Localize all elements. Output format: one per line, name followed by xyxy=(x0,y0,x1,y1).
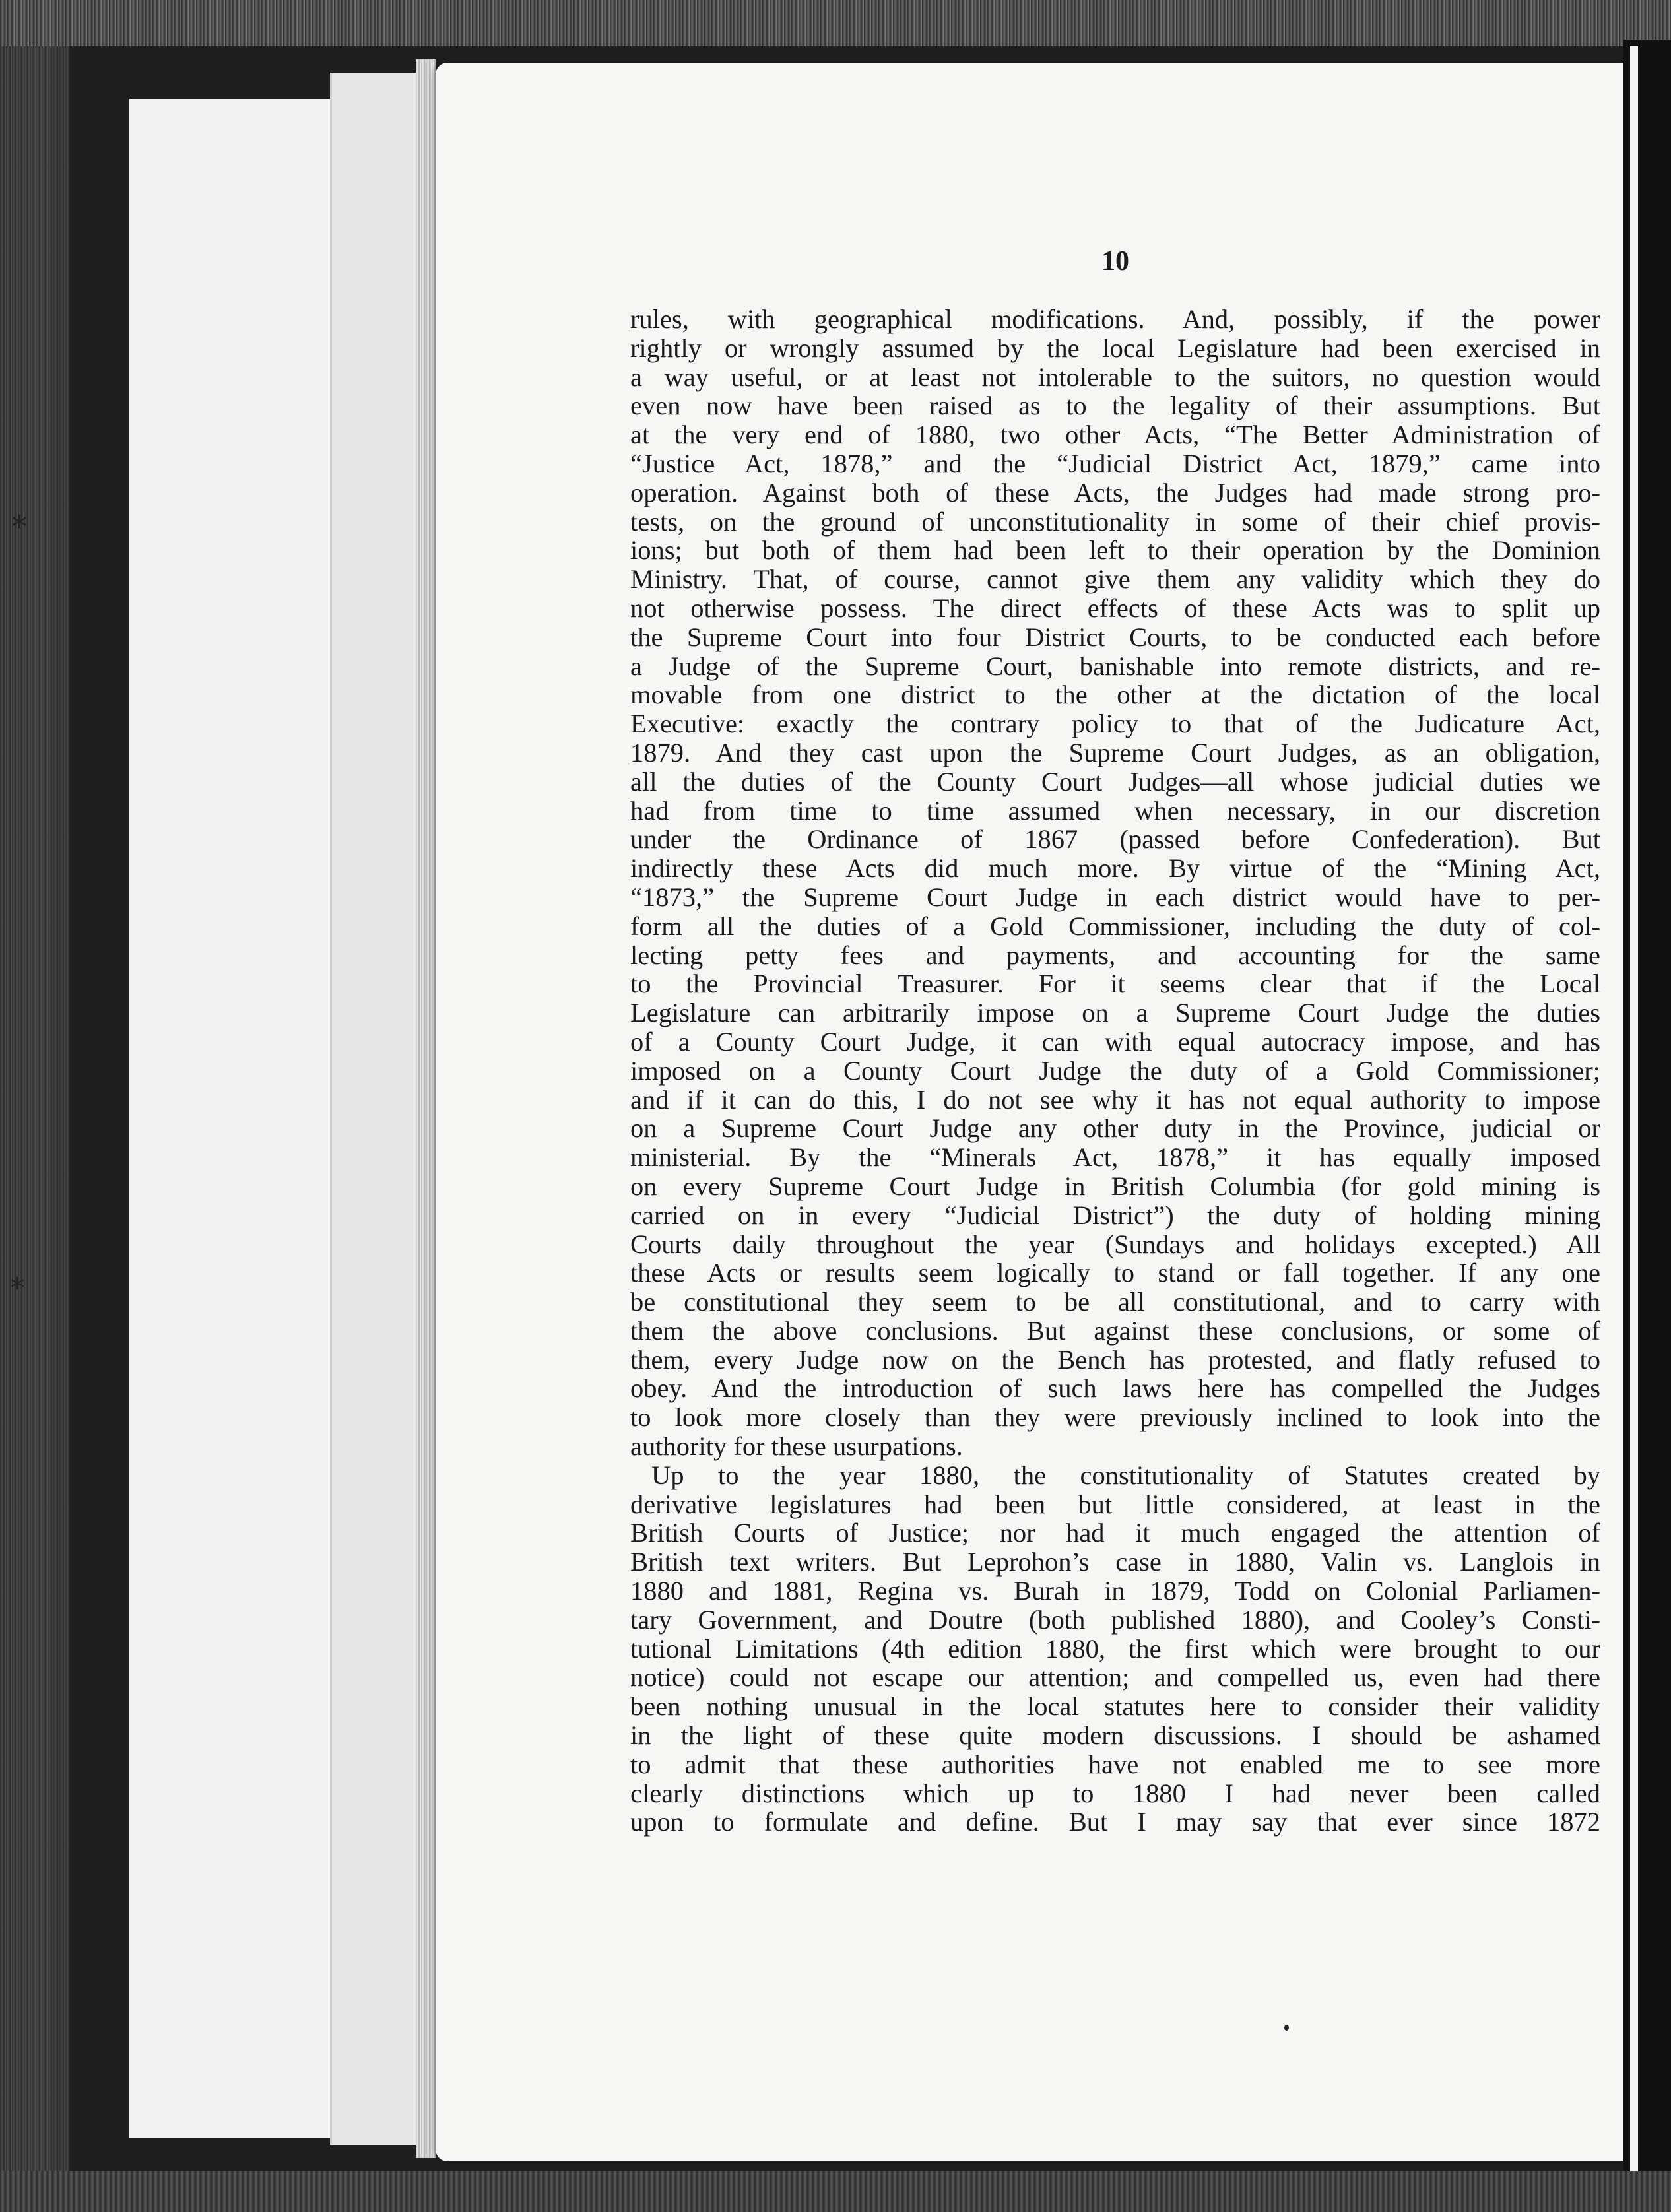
text-line: authority for these usurpations. xyxy=(630,1431,963,1462)
text-line: at the very end of 1880, two other Acts, “The Better Administration of xyxy=(630,420,1600,450)
page-stack-edge xyxy=(416,59,436,2158)
text-line: Legislature can arbitrarily impose on a Supreme Court Judge the duties xyxy=(630,998,1600,1028)
text-line: rules, with geographical modifications. And, possibly, if the power xyxy=(630,304,1600,334)
margin-speck-mark: ⁎ xyxy=(12,499,27,535)
page-number: 10 xyxy=(1101,246,1129,276)
scanner-top-edge xyxy=(0,0,1671,46)
text-line: them, every Judge now on the Bench has protested, and flatly refused to xyxy=(630,1344,1600,1375)
next-page-edge xyxy=(1630,46,1638,2184)
text-line: tutional Limitations (4th edition 1880, the first which were brought to our xyxy=(630,1633,1600,1664)
text-line: carried on in every “Judicial District”) the duty of holding mining xyxy=(630,1200,1600,1230)
text-line: 1880 and 1881, Regina vs. Burah in 1879, Todd on Colonial Parliamen- xyxy=(630,1576,1600,1606)
text-line: them the above conclusions. But against these conclusions, or some of xyxy=(630,1315,1600,1346)
text-line: tary Government, and Doutre (both published 1880), and Cooley’s Consti- xyxy=(630,1604,1600,1635)
text-line: upon to formulate and define. But I may say that ever since 1872 xyxy=(630,1807,1600,1837)
text-line: British text writers. But Leprohon’s case in 1880, Valin vs. Langlois in xyxy=(630,1547,1600,1577)
text-line: operation. Against both of these Acts, the Judges had made strong pro- xyxy=(630,477,1600,507)
text-line: in the light of these quite modern discussions. I should be ashamed xyxy=(630,1720,1600,1751)
text-line: under the Ordinance of 1867 (passed before Confederation). But xyxy=(630,824,1600,855)
text-line: Ministry. That, of course, cannot give them any validity which they do xyxy=(630,564,1600,595)
text-line: on every Supreme Court Judge in British Columbia (for gold mining is xyxy=(630,1171,1600,1201)
ink-dot xyxy=(1284,2025,1289,2031)
text-line: and if it can do this, I do not see why it has not equal authority to impose xyxy=(630,1084,1600,1115)
text-line: indirectly these Acts did much more. By virtue of the “Mining Act, xyxy=(630,853,1600,884)
text-line: lecting petty fees and payments, and accounting for the same xyxy=(630,940,1600,970)
margin-speck-mark: ⁎ xyxy=(11,1263,24,1295)
text-line: ions; but both of them had been left to their operation by the Dominion xyxy=(630,535,1600,566)
text-line: rightly or wrongly assumed by the local Legislature had been exercised in xyxy=(630,333,1600,363)
text-line: notice) could not escape our attention; and compelled us, even had there xyxy=(630,1662,1600,1693)
text-line: Up to the year 1880, the constitutionality of Statutes created by xyxy=(651,1460,1600,1490)
text-line: to the Provincial Treasurer. For it seems clear that if the Local xyxy=(630,969,1600,999)
text-line: ministerial. By the “Minerals Act, 1878,” it has equally imposed xyxy=(630,1142,1600,1173)
text-line: been nothing unusual in the local statutes here to consider their validity xyxy=(630,1691,1600,1722)
text-line: Executive: exactly the contrary policy to that of the Judicature Act, xyxy=(630,709,1600,739)
right-edge-shadow xyxy=(1623,40,1671,2191)
text-line: derivative legislatures had been but little considered, at least in the xyxy=(630,1489,1600,1519)
text-line: “Justice Act, 1878,” and the “Judicial District Act, 1879,” came into xyxy=(630,448,1600,478)
text-line: Courts daily throughout the year (Sundays and holidays excepted.) All xyxy=(630,1229,1600,1259)
text-line: these Acts or results seem logically to stand or fall together. If any one xyxy=(630,1258,1600,1288)
text-line: all the duties of the County Court Judges—all whose judicial duties we xyxy=(630,766,1600,797)
text-line: tests, on the ground of unconstitutionality in some of their chief provis- xyxy=(630,506,1600,537)
text-line: imposed on a County Court Judge the duty of a Gold Commissioner; xyxy=(630,1055,1600,1086)
scanner-bottom-edge xyxy=(0,2171,1671,2212)
text-line: “1873,” the Supreme Court Judge in each district would have to per- xyxy=(630,882,1600,912)
text-line: a way useful, or at least not intolerable to the suitors, no question would xyxy=(630,362,1600,392)
text-line: to look more closely than they were previously inclined to look into the xyxy=(630,1402,1600,1433)
text-line: be constitutional they seem to be all constitutional, and to carry with xyxy=(630,1287,1600,1317)
text-line: a Judge of the Supreme Court, banishable into remote districts, and re- xyxy=(630,651,1600,681)
text-line: British Courts of Justice; nor had it much engaged the attention of xyxy=(630,1518,1600,1548)
text-line: had from time to time assumed when necessary, in our discretion xyxy=(630,795,1600,826)
text-line: 1879. And they cast upon the Supreme Court Judges, as an obligation, xyxy=(630,737,1600,767)
text-line: of a County Court Judge, it can with equal autocracy impose, and has xyxy=(630,1026,1600,1057)
text-line: form all the duties of a Gold Commissioner, including the duty of col- xyxy=(630,911,1600,941)
text-line: movable from one district to the other at the dictation of the local xyxy=(630,680,1600,710)
text-line: to admit that these authorities have not enabled me to see more xyxy=(630,1749,1600,1779)
text-line: on a Supreme Court Judge any other duty in the Province, judicial or xyxy=(630,1113,1600,1144)
text-line: the Supreme Court into four District Courts, to be conducted each before xyxy=(630,622,1600,652)
body-text xyxy=(630,305,1600,1837)
text-line: even now have been raised as to the legality of their assumptions. But xyxy=(630,391,1600,421)
text-line: not otherwise possess. The direct effects of these Acts was to split up xyxy=(630,593,1600,623)
text-line: clearly distinctions which up to 1880 I had never been called xyxy=(630,1778,1600,1808)
text-line: obey. And the introduction of such laws here has compelled the Judges xyxy=(630,1373,1600,1404)
